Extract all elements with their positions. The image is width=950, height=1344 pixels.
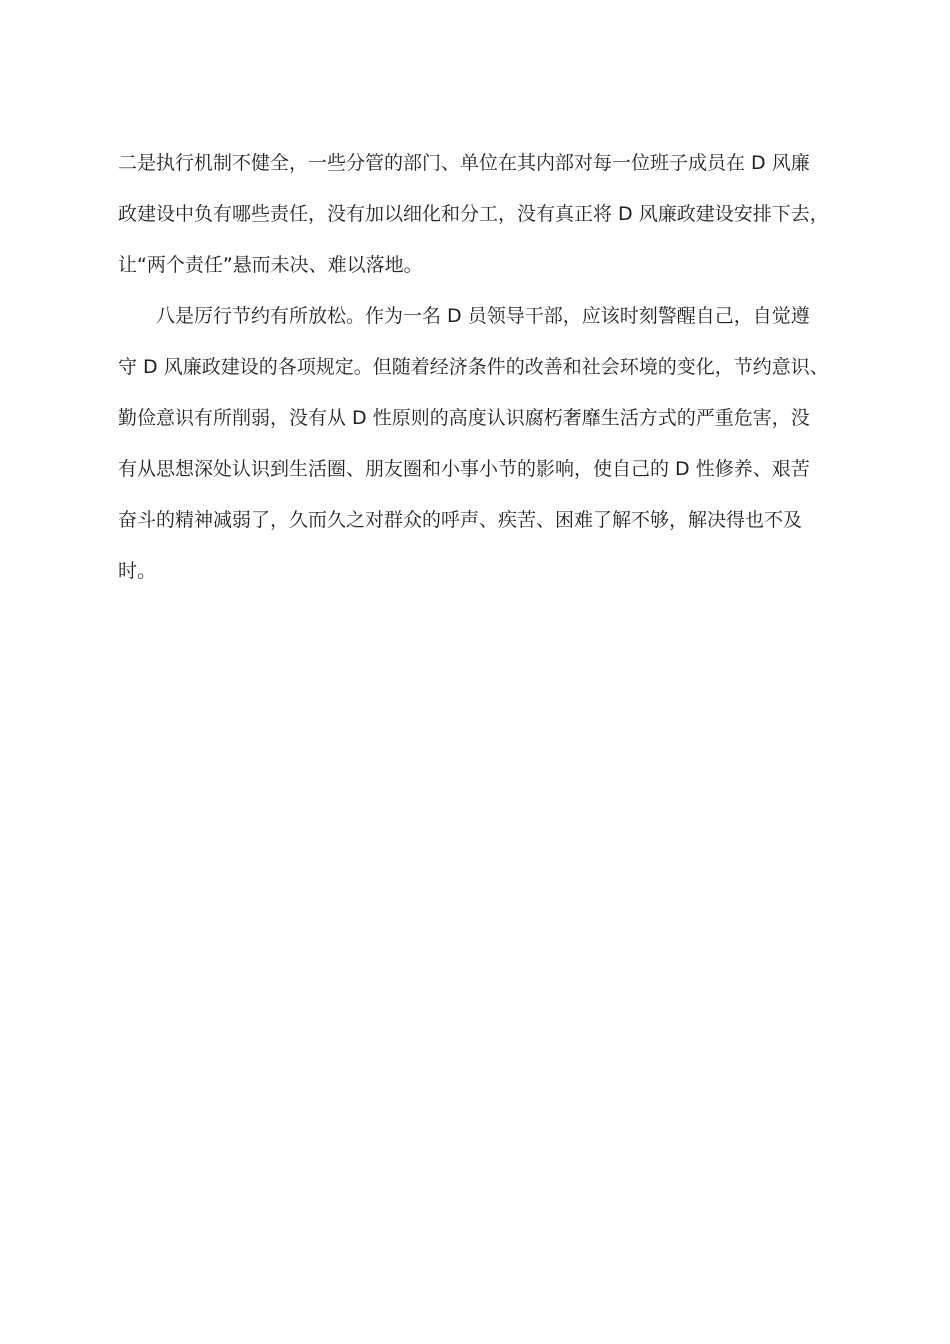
- paragraph-line: 八是厉行节约有所放松。作为一名 D 员领导干部，应该时刻警醒自己，自觉遵: [156, 305, 810, 327]
- paragraph-line: 奋斗的精神减弱了，久而久之对群众的呼声、疾苦、困难了解不够，解决得也不及: [118, 509, 803, 531]
- paragraph-frugality: [118, 294, 838, 600]
- paragraph-line: 勤俭意识有所削弱，没有从 D 性原则的高度认识腐朽奢靡生活方式的严重危害，没: [118, 407, 810, 429]
- paragraph-line: 时。: [118, 560, 157, 582]
- document-body: [118, 141, 838, 600]
- paragraph-line: 让“两个责任”悬而未决、难以落地。: [118, 254, 423, 276]
- paragraph-line: 二是执行机制不健全，一些分管的部门、单位在其内部对每一位班子成员在 D 风廉: [118, 152, 810, 174]
- paragraph-line: 有从思想深处认识到生活圈、朋友圈和小事小节的影响，使自己的 D 性修养、艰苦: [118, 458, 810, 480]
- paragraph-execution-mechanism: [118, 141, 838, 294]
- paragraph-line: 政建设中负有哪些责任，没有加以细化和分工，没有真正将 D 风廉政建设安排下去，: [118, 203, 829, 225]
- paragraph-line: 守 D 风廉政建设的各项规定。但随着经济条件的改善和社会环境的变化，节约意识、: [118, 356, 829, 378]
